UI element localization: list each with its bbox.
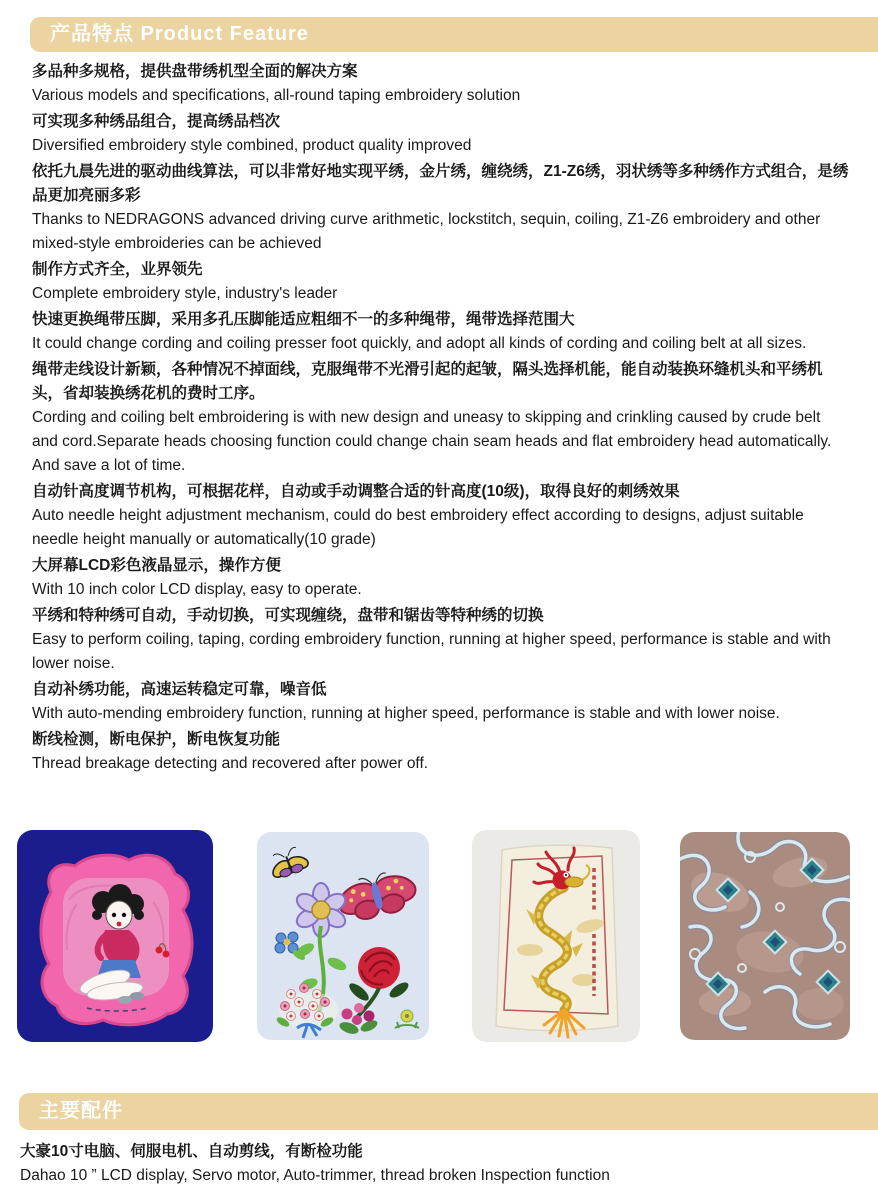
feature-text-en: Thread breakage detecting and recovered after power off. <box>32 755 429 772</box>
accessory-text-block <box>20 1140 860 1188</box>
feature-text-en: Cording and coiling belt embroidering is with new design and uneasy to skipping and crinkling caused by crude belt and cord.Separate heads choosing function could change chain seam heads and flat embroidery head automatically. And save a lot of time. <box>32 409 832 474</box>
feature-text-en: With auto-mending embroidery function, running at higher speed, performance is stable and with lower noise. <box>32 705 780 722</box>
feature-item <box>32 160 850 256</box>
accessory-text-en: Dahao 10 ” LCD display, Servo motor, Auto-trimmer, thread broken Inspection function <box>20 1167 610 1184</box>
feature-item <box>32 258 850 306</box>
feature-item <box>32 480 850 552</box>
dragon-banner-image <box>472 830 640 1042</box>
feature-item <box>32 554 850 602</box>
feature-text-en: Thanks to NEDRAGONS advanced driving curve arithmetic, lockstitch, sequin, coiling, Z1-Z6 embroidery and other mixed-style embroideries can be achieved <box>32 211 821 252</box>
feature-text-zh: 依托九晨先进的驱动曲线算法，可以非常好地实现平绣，金片绣，缠绕绣，Z1-Z6绣，羽状绣等多种绣作方式组合，是绣品更加亮丽多彩 <box>32 163 849 204</box>
feature-item <box>32 60 850 108</box>
feature-text-en: Diversified embroidery style combined, product quality improved <box>32 137 472 154</box>
feature-text-zh: 断线检测，断电保护，断电恢复功能 <box>32 731 281 748</box>
feature-text-en: Complete embroidery style, industry's leader <box>32 285 338 302</box>
betty-boop-pillow-image <box>17 830 213 1042</box>
feature-text-zh: 可实现多种绣品组合，提高绣品档次 <box>32 113 281 130</box>
feature-text-en: Auto needle height adjustment mechanism, could do best embroidery effect according to designs, adjust suitable needle height manually or automatically(10 grade) <box>32 507 804 548</box>
flowers-butterflies-image <box>257 832 429 1040</box>
accessory-text-zh: 大豪10寸电脑、伺服电机、自动剪线，有断检功能 <box>20 1143 363 1160</box>
feature-item <box>32 604 850 676</box>
feature-text-zh: 多品种多规格，提供盘带绣机型全面的解决方案 <box>32 63 358 80</box>
feature-text-zh: 制作方式齐全，业界领先 <box>32 261 203 278</box>
feature-item <box>32 728 850 776</box>
cord-swirl-fabric-image <box>680 832 850 1040</box>
feature-item <box>32 110 850 158</box>
feature-list <box>32 60 850 778</box>
section-header-main-accessories: 主要配件 <box>19 1093 878 1130</box>
feature-item <box>32 678 850 726</box>
feature-text-en: It could change cording and coiling presser foot quickly, and adopt all kinds of cording and coiling belt at all sizes. <box>32 335 807 352</box>
section-header-product-feature: 产品特点 Product Feature <box>30 17 878 52</box>
feature-text-zh: 自动补绣功能，高速运转稳定可靠，噪音低 <box>32 681 327 698</box>
feature-text-zh: 平绣和特种绣可自动，手动切换，可实现缠绕，盘带和锯齿等特种绣的切换 <box>32 607 544 624</box>
feature-text-zh: 快速更换绳带压脚，采用多孔压脚能适应粗细不一的多种绳带，绳带选择范围大 <box>32 311 575 328</box>
feature-text-zh: 自动针高度调节机构，可根据花样，自动或手动调整合适的针高度(10级)，取得良好的刺绣效果 <box>32 483 680 500</box>
feature-text-zh: 绳带走线设计新颖，各种情况不掉面线，克服绳带不光滑引起的起皱，隔头选择机能，能自动装换环缝机头和平绣机头，省却装换绣花机的费时工序。 <box>32 361 823 402</box>
feature-item <box>32 308 850 356</box>
feature-item <box>32 358 850 478</box>
sample-image-strip <box>0 830 878 1044</box>
feature-text-en: With 10 inch color LCD display, easy to operate. <box>32 581 362 598</box>
feature-text-en: Various models and specifications, all-round taping embroidery solution <box>32 87 521 104</box>
feature-text-en: Easy to perform coiling, taping, cording embroidery function, running at higher speed, performance is stable and with lower noise. <box>32 631 831 672</box>
feature-text-zh: 大屏幕LCD彩色液晶显示，操作方便 <box>32 557 281 574</box>
